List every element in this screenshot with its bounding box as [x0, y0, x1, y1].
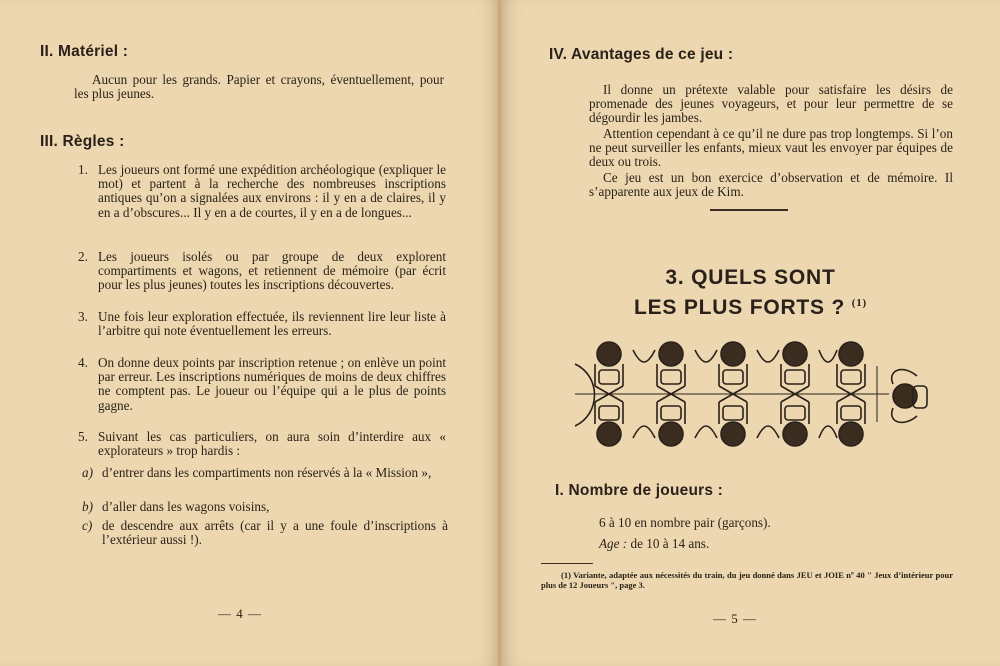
game-title-line-2: LES PLUS FORTS ? $^{(1)}$ [633, 296, 868, 319]
section-avantages-title: IV. Avantages de ce jeu : [549, 46, 734, 63]
referee-figure [892, 370, 927, 423]
footnote-text: (1) Variante, adaptée aux nécessités du train, du jeu donné dans JEU et JOIE nº 40 " Jeux d’intérieur pour plus de 12 Joueurs ", page 3. [541, 570, 953, 590]
page-number-right: — 5 — [713, 611, 757, 626]
section-regles-title: III. Règles : [40, 133, 125, 150]
section-materiel-title: II. Matériel : [40, 43, 129, 60]
rule-item-4: 4. On donne deux points par inscription retenue ; on enlève un point par erreur. Les inscriptions numériques de moins de deux chiffres ne comptent pas. Le joueur ou l’équipe qui a le plus de points gagne. [78, 355, 446, 413]
section-materiel-text: Aucun pour les grands. Papier et crayons, éventuellement, pour les plus jeunes. [74, 72, 444, 102]
rule-subitem-b: b) d’aller dans les wagons voisins, [82, 499, 270, 514]
left-page [0, 0, 499, 666]
page-number-left: — 4 — [218, 606, 262, 621]
players-count: 6 à 10 en nombre pair (garçons). [599, 515, 771, 530]
age-line: Age : de 10 à 14 ans. [599, 536, 710, 551]
section-divider [710, 209, 788, 211]
section-nombre-title: I. Nombre de joueurs : [555, 482, 724, 499]
avantages-paragraph-3: Ce jeu est un bon exercice d’observation et de mémoire. Il s’apparente aux jeux de Kim. [589, 170, 953, 200]
avantages-paragraph-2: Attention cependant à ce qu’il ne dure pas trop longtemps. Si l’on ne peut surveiller les enfants, mieux vaut les envoyer par équipes de deux ou trois. [589, 126, 953, 170]
avantages-paragraph-1: Il donne un prétexte valable pour satisfaire les désirs de promenade des jeunes voyageurs, et pour leur permettre de se dégourdir les jambes. [589, 82, 953, 126]
rule-item-5: 5. Suivant les cas particuliers, on aura soin d’interdire aux « explorateurs » trop hardis : [78, 429, 446, 459]
footnote-reference: (1) [851, 297, 868, 309]
game-title-line-1: 3. QUELS SONT [665, 266, 836, 289]
rule-item-2: 2. Les joueurs isolés ou par groupe de deux explorent compartiments et wagons, et retiennent de mémoire (par écrit pour les plus jeunes) toutes les inscriptions découvertes. [78, 249, 446, 293]
rule-item-1: 1. Les joueurs ont formé une expédition archéologique (expliquer le mot) et partent à la recherche des nombreuses inscriptions antiques qu’on a signalées aux environs : il y en a de claires, il y en a d’obscures... Il y en a de courtes, il y en a de longues... [78, 162, 446, 220]
rule-subitem-a: a) d’entrer dans les compartiments non réservés à la « Mission », [82, 465, 432, 480]
children-chain-illustration [571, 336, 931, 454]
rule-item-3: 3. Une fois leur exploration effectuée, ils reviennent lire leur liste à l’arbitre qui note éventuellement les erreurs. [78, 309, 446, 339]
right-page [501, 0, 1000, 666]
rule-subitem-c: c) de descendre aux arrêts (car il y a une foule d’inscriptions à l’extérieur aussi !). [82, 518, 448, 548]
footnote-rule [541, 563, 593, 564]
